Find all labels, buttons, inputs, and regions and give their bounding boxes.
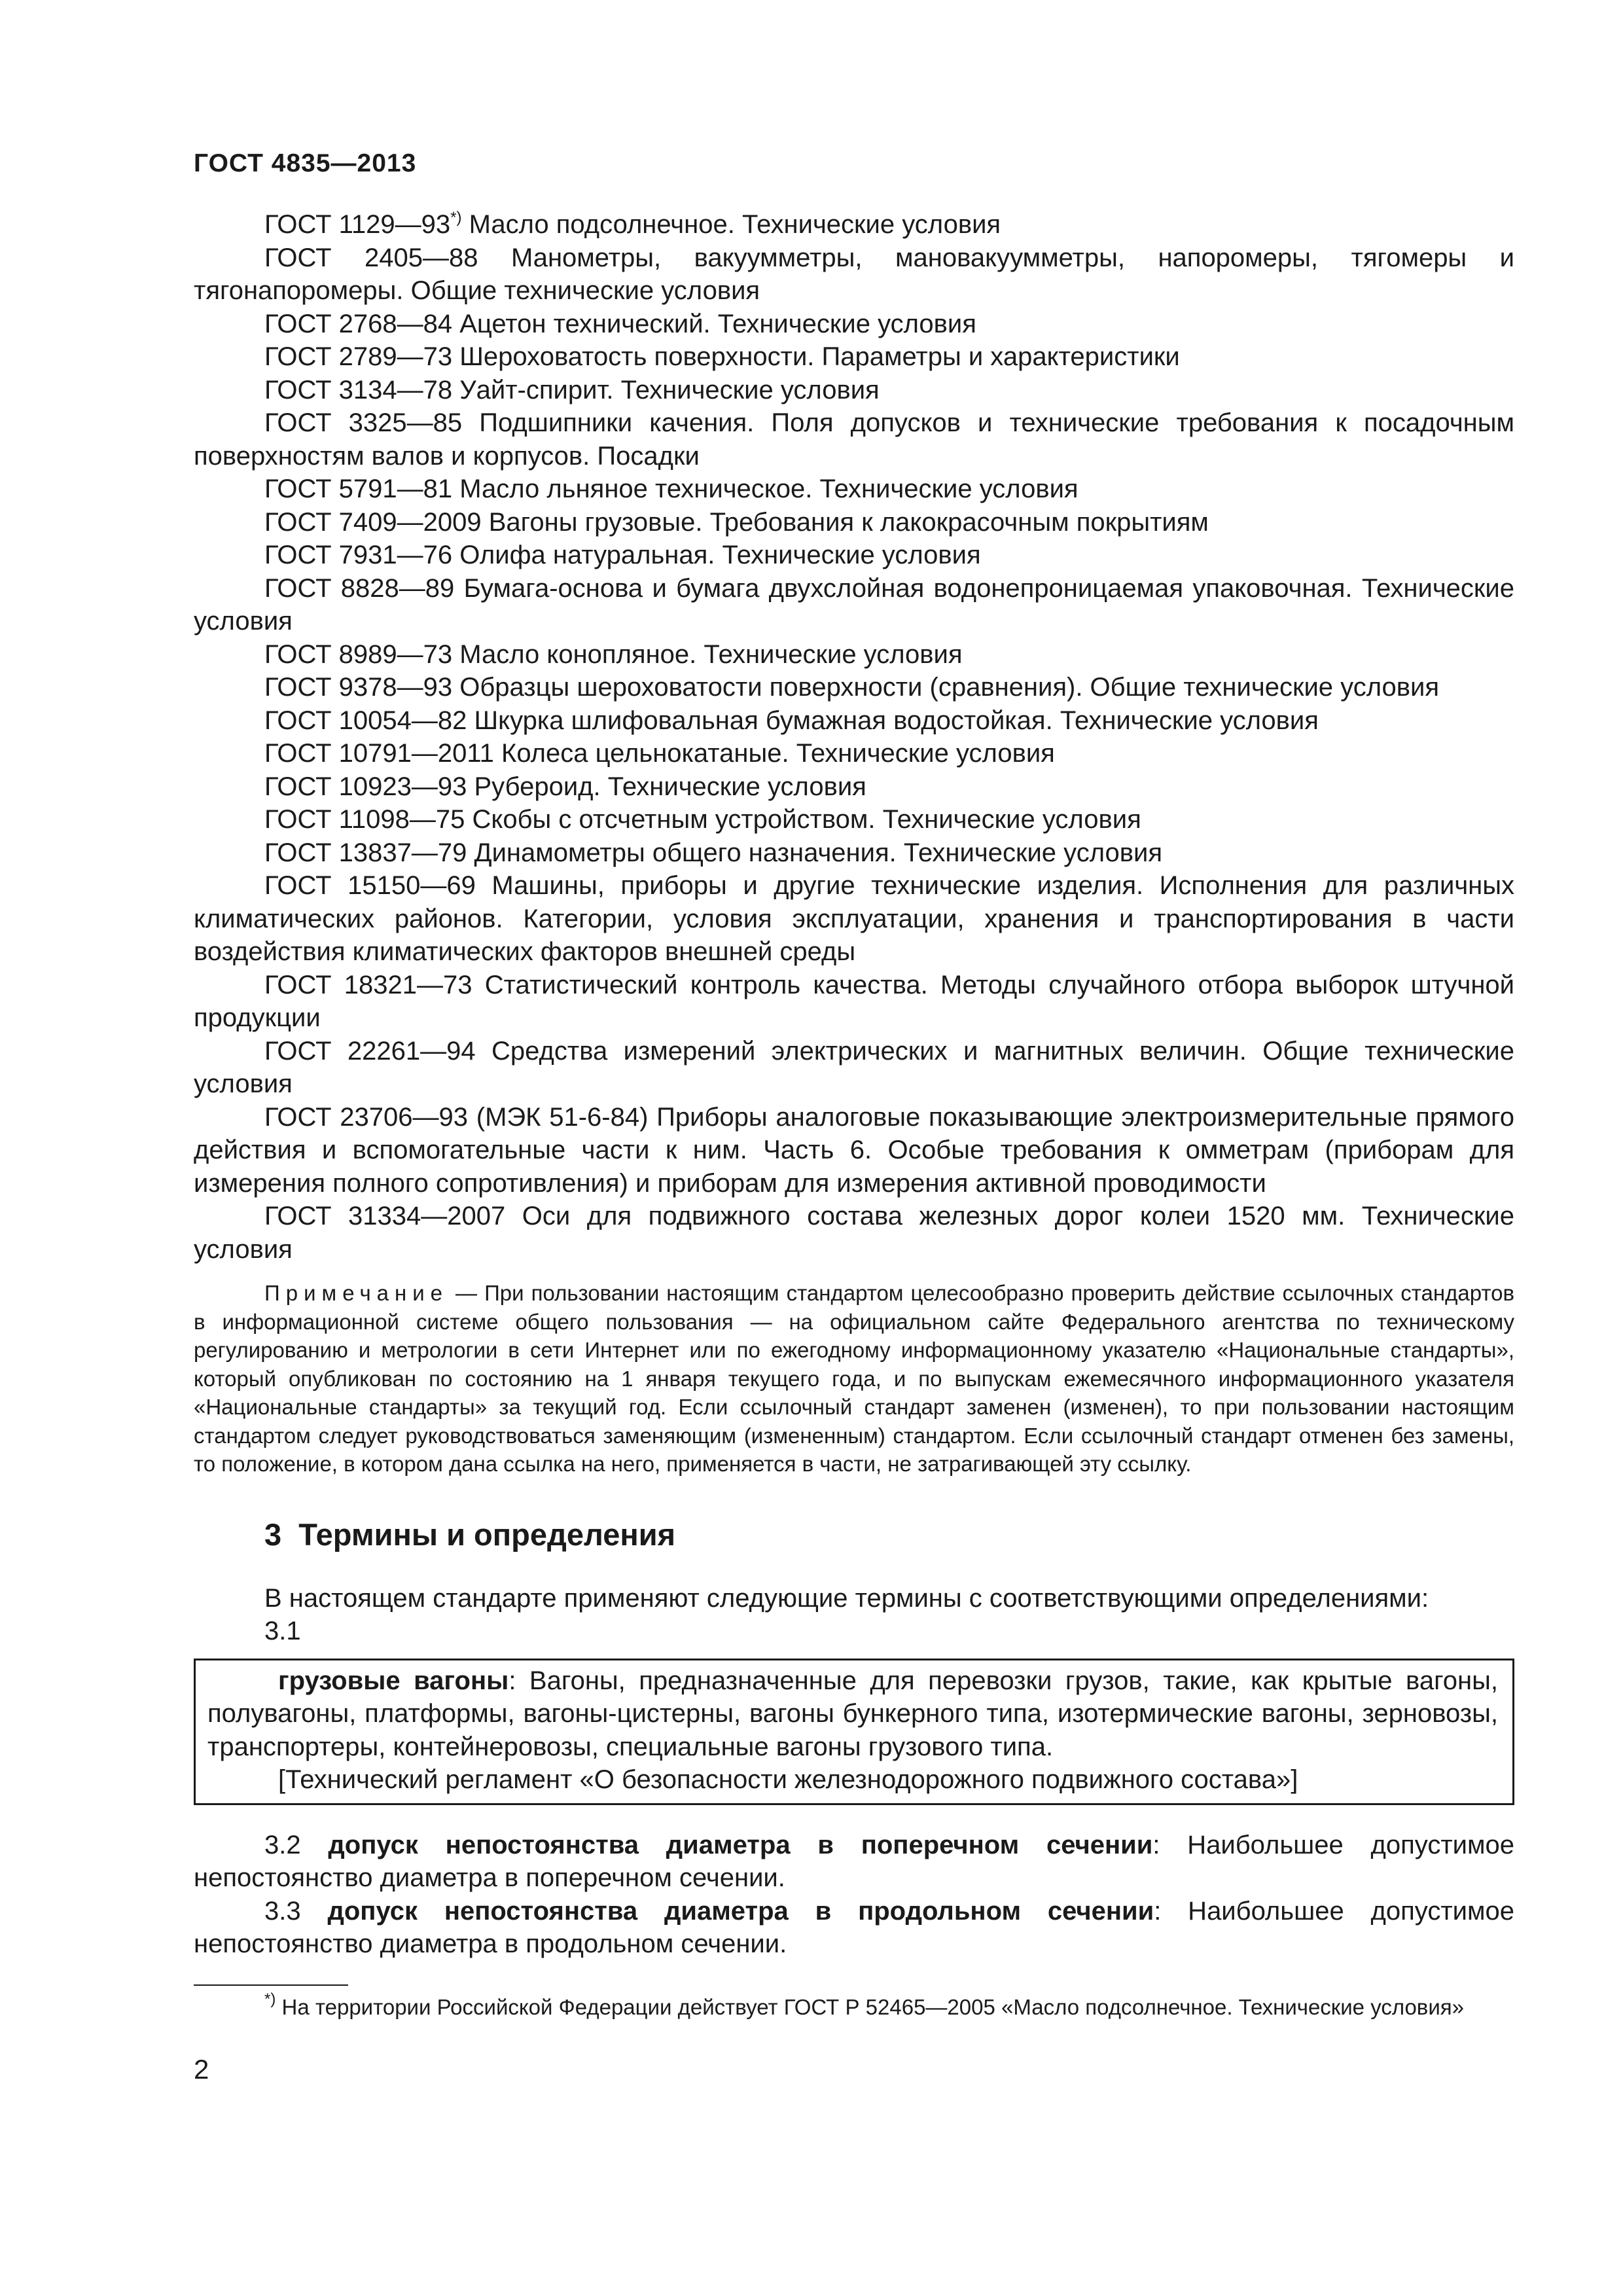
term-text: : Вагоны, предназначенные для перевозки грузов, такие, как крытые вагоны, полувагоны, платформы, вагоны-цистерны, вагоны бункерного типа, изотермические вагоны, зерновозы, транспортеры, контейнеровозы, специальные вагоны грузового типа.	[207, 1666, 1498, 1761]
reference-item	[194, 1200, 1514, 1266]
reference-item	[194, 406, 1514, 473]
reference-item	[194, 969, 1514, 1035]
reference-item	[194, 539, 1514, 572]
note-text: При пользовании настоящим стандартом целесообразно проверить действие ссылочных стандартов в информационной системе общего пользования — на официальном сайте Федерального агентства по техническому регулированию и метрологии в сети Интернет или по ежегодному информационному указателю «Национальные стандарты», который опубликован по состоянию на 1 января текущего года, и по выпускам ежемесячного информационного указателя «Национальные стандарты» за текущий год. Если ссылочный стандарт заменен (изменен), то при пользовании настоящим стандартом следует руководствоваться заменяющим (измененным) стандартом. Если ссылочный стандарт отменен без замены, то положение, в котором дана ссылка на него, применяется в части, не затрагивающей эту ссылку.	[194, 1281, 1514, 1476]
reference-item	[194, 836, 1514, 870]
reference-item	[194, 869, 1514, 969]
term-definition-box	[194, 1659, 1514, 1805]
section-heading	[194, 1515, 1514, 1554]
reference-code: ГОСТ 10923—93	[264, 772, 467, 801]
term-definition	[194, 1829, 1514, 1895]
term-name: грузовые вагоны	[278, 1666, 509, 1695]
footnote-mark: *)	[264, 1990, 276, 2008]
reference-title: Образцы шероховатости поверхности (сравнения). Общие технические условия	[459, 673, 1439, 702]
reference-code: ГОСТ 11098—75	[264, 805, 465, 834]
reference-code: ГОСТ 7931—76	[264, 541, 453, 569]
page-number: 2	[194, 2054, 209, 2085]
reference-title: Вагоны грузовые. Требования к лакокрасочным покрытиям	[488, 507, 1209, 537]
section-intro: В настоящем стандарте применяют следующие термины с соответствующими определениями:	[264, 1583, 1429, 1613]
reference-title: Масло подсолнечное. Технические условия	[469, 210, 1001, 239]
reference-code: ГОСТ 31334—2007	[264, 1202, 506, 1230]
reference-title: Масло льняное техническое. Технические условия	[459, 475, 1079, 503]
normative-references-list	[194, 208, 1514, 1266]
reference-title: Машины, приборы и другие технические изделия. Исполнения для различных климатических районов. Категории, условия эксплуатации, хранения и транспортирования в части воздействия климатических факторов внешней среды	[194, 871, 1515, 966]
reference-title: Скобы с отсчетным устройством. Технические условия	[472, 805, 1141, 834]
reference-code: ГОСТ 8828—89	[264, 573, 455, 603]
term-number: 3.2	[264, 1830, 301, 1859]
reference-item	[194, 638, 1514, 672]
reference-title: Манометры, вакуумметры, мановакуумметры, напоромеры, тягомеры и тягонапоромеры. Общие технические условия	[194, 243, 1514, 305]
footnote-separator	[194, 1984, 348, 1986]
reference-item	[194, 803, 1514, 836]
reference-title: Уайт-спирит. Технические условия	[459, 375, 880, 404]
reference-code: ГОСТ 8989—73	[264, 639, 453, 669]
reference-title: Подшипники качения. Поля допусков и технические требования к посадочным поверхностям валов и корпусов. Посадки	[194, 408, 1514, 471]
footnote-reference-mark: *)	[450, 209, 462, 226]
reference-title: Масло конопляное. Технические условия	[459, 639, 963, 669]
reference-title: Олифа натуральная. Технические условия	[459, 541, 981, 569]
reference-item	[194, 473, 1514, 506]
term-source: [Технический регламент «О безопасности железнодорожного подвижного состава»]	[278, 1765, 1298, 1794]
reference-item	[194, 737, 1514, 770]
section-title: Термины и определения	[298, 1516, 676, 1552]
note-dash: —	[448, 1281, 485, 1305]
reference-title: Динамометры общего назначения. Технические условия	[474, 838, 1162, 867]
reference-title: Оси для подвижного состава железных дорог колеи 1520 мм. Технические условия	[194, 1202, 1514, 1264]
term-number: 3.1	[264, 1617, 301, 1645]
term-definition	[207, 1664, 1498, 1764]
reference-title: Ацетон технический. Технические условия	[459, 309, 976, 338]
reference-item	[194, 242, 1514, 308]
reference-item	[194, 770, 1514, 804]
reference-item	[194, 374, 1514, 407]
term-name: допуск непостоянства диаметра в продольном сечении	[327, 1896, 1154, 1926]
reference-item	[194, 208, 1514, 242]
reference-item	[194, 1101, 1514, 1200]
reference-code: ГОСТ 3134—78	[264, 375, 453, 404]
reference-title: Статистический контроль качества. Методы случайного отбора выборок штучной продукции	[194, 970, 1514, 1032]
reference-code: ГОСТ 2768—84	[264, 309, 453, 338]
reference-item	[194, 671, 1514, 704]
footnote	[194, 1990, 1514, 2021]
reference-code: ГОСТ 5791—81	[264, 475, 453, 503]
term-text: : Наибольшее допустимое непостоянство диаметра в поперечном сечении.	[194, 1830, 1514, 1892]
reference-title: (МЭК 51-6-84) Приборы аналоговые показывающие электроизмерительные прямого действия и вспомогательные части к ним. Часть 6. Особые требования к омметрам (приборам для измерения полного сопротивления) и приборам для измерения активной проводимости	[194, 1102, 1514, 1198]
page-body	[194, 208, 1514, 1961]
reference-code: ГОСТ 15150—69	[264, 871, 476, 900]
reference-item	[194, 506, 1514, 539]
reference-item	[194, 704, 1514, 738]
reference-item	[194, 340, 1514, 374]
term-name: допуск непостоянства диаметра в поперечном сечении	[328, 1830, 1153, 1859]
term-definition	[194, 1895, 1514, 1961]
reference-code: ГОСТ 22261—94	[264, 1036, 476, 1066]
reference-title: Бумага-основа и бумага двухслойная водонепроницаемая упаковочная. Технические условия	[194, 573, 1514, 636]
reference-title: Средства измерений электрических и магнитных величин. Общие технические условия	[194, 1036, 1514, 1098]
reference-item	[194, 1035, 1514, 1101]
note-label: Примечание	[264, 1281, 449, 1305]
references-note	[194, 1279, 1514, 1479]
reference-title: Рубероид. Технические условия	[474, 772, 866, 801]
reference-code: ГОСТ 10054—82	[264, 706, 467, 735]
reference-code: ГОСТ 23706—93	[264, 1102, 468, 1132]
reference-code: ГОСТ 9378—93	[264, 673, 453, 702]
reference-code: ГОСТ 13837—79	[264, 838, 467, 867]
reference-title: Колеса цельнокатаные. Технические условия	[501, 739, 1055, 768]
reference-code: ГОСТ 1129—93	[264, 210, 451, 239]
reference-item	[194, 572, 1514, 638]
standard-code-header: ГОСТ 4835—2013	[194, 149, 417, 177]
term-text: : Наибольшее допустимое непостоянство диаметра в продольном сечении.	[194, 1896, 1514, 1958]
section-number: 3	[264, 1516, 282, 1552]
reference-code: ГОСТ 7409—2009	[264, 507, 482, 537]
footnote-text: На территории Российской Федерации действует ГОСТ Р 52465—2005 «Масло подсолнечное. Технические условия»	[281, 1995, 1464, 2019]
reference-code: ГОСТ 18321—73	[264, 970, 473, 999]
reference-item	[194, 308, 1514, 341]
reference-title: Шероховатость поверхности. Параметры и характеристики	[459, 342, 1180, 371]
reference-code: ГОСТ 2405—88	[264, 243, 478, 272]
reference-code: ГОСТ 2789—73	[264, 342, 453, 371]
reference-title: Шкурка шлифовальная бумажная водостойкая. Технические условия	[474, 706, 1319, 735]
reference-code: ГОСТ 3325—85	[264, 408, 463, 437]
term-number: 3.3	[264, 1896, 301, 1926]
reference-code: ГОСТ 10791—2011	[264, 739, 494, 768]
